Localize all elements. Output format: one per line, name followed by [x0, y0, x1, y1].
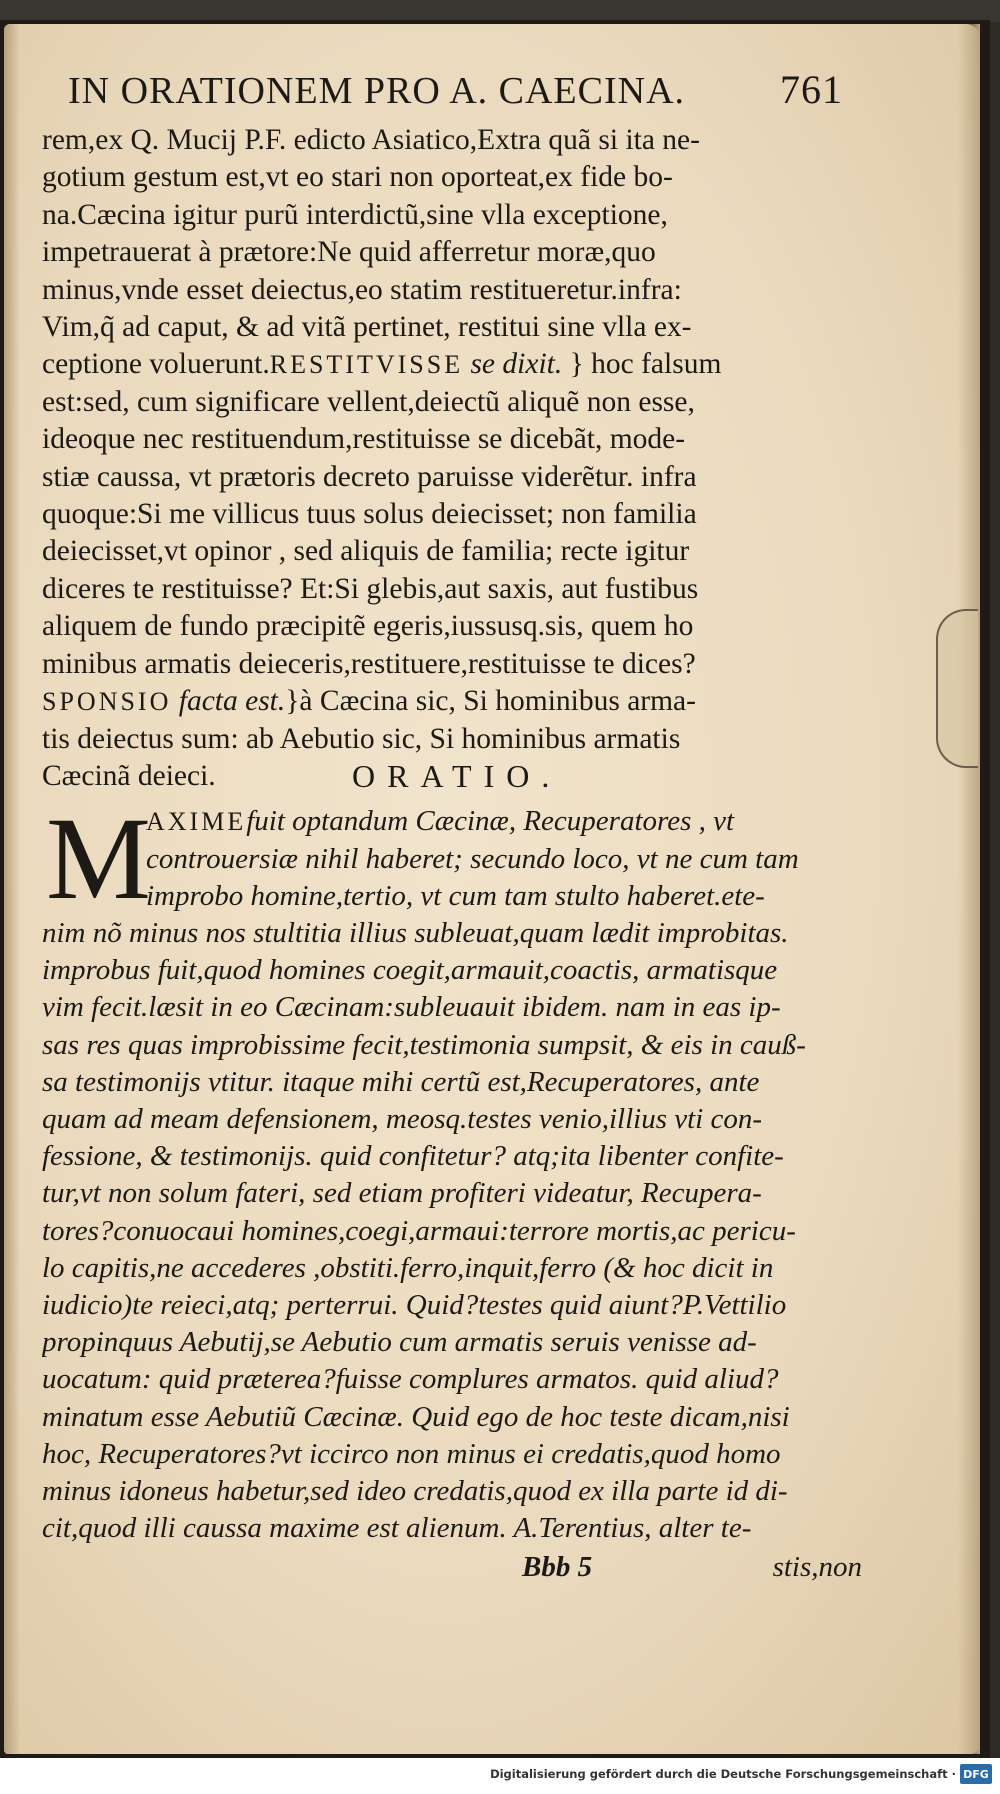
lemma-word: RESTITVISSE	[269, 350, 464, 380]
oration-line-text: vim fecit.læsit in eo Cæcinam:subleuauit ibidem. nam in eas ip-	[42, 991, 781, 1024]
page-fore-edge	[958, 24, 980, 1754]
oration-line	[42, 1138, 852, 1175]
text-line: na.Cæcina igitur purũ interdictũ,sine vlla exceptione,	[42, 198, 668, 231]
oration-line	[42, 1287, 852, 1324]
running-head	[68, 66, 843, 113]
text-span: Cæcinã deieci.	[42, 759, 216, 792]
text-block	[42, 122, 862, 1587]
text-line	[42, 346, 852, 383]
oration-line	[42, 989, 852, 1026]
oration-line-text: sa testimonijs vtitur. itaque mihi certũ est,Recuperatores, ante	[42, 1065, 760, 1098]
lemma-word: SPONSIO	[42, 687, 172, 717]
drop-cap: M	[46, 793, 151, 925]
footer-bar	[0, 1758, 1000, 1794]
text-line: tis deiectus sum: ab Aebutio sic, Si hominibus armatis	[42, 722, 681, 755]
oration-line	[42, 878, 852, 915]
text-span: }à Cæcina sic, Si hominibus arma-	[285, 685, 696, 718]
text-line: diceres te restituisse? Et:Si glebis,aut saxis, aut fustibus	[42, 572, 699, 605]
running-head-title: IN ORATIONEM PRO A. CAECINA.	[68, 70, 686, 112]
oration-line	[42, 803, 852, 840]
text-line	[42, 758, 852, 795]
oration-line	[42, 1101, 852, 1138]
oration-line-text: tores?conuocaui homines,coegi,armaui:terrore mortis,ac pericu-	[42, 1214, 796, 1247]
text-line: est:sed, cum significare vellent,deiectũ aliquẽ non esse,	[42, 385, 695, 418]
oration-line-text: improbus fuit,quod homines coegit,armauit,coactis, armatisque	[42, 954, 778, 987]
commentary-text	[42, 122, 852, 795]
text-span: ceptione voluerunt.	[42, 348, 270, 381]
text-line: ideoque nec restituendum,restituisse se dicebãt, mode-	[42, 423, 686, 456]
oration-line	[42, 1250, 852, 1287]
oration-line	[42, 1436, 852, 1473]
oration-line	[42, 915, 852, 952]
oration-line-text: lo capitis,ne accederes ,obstiti.ferro,inquit,ferro (& hoc dicit in	[42, 1251, 774, 1284]
oration-line	[42, 1213, 852, 1250]
oration-line	[42, 1324, 852, 1361]
oration-text	[42, 793, 862, 1586]
text-line: minibus armatis deieceris,restituere,restituisse te dices?	[42, 647, 696, 680]
dfg-logo: DFG	[960, 1764, 992, 1784]
text-line: gotium gestum est,vt eo stari non oporteat,ex fide bo-	[42, 161, 673, 194]
oration-line	[42, 1064, 852, 1101]
oration-line-text: tur,vt non solum fateri, sed etiam profiteri videatur, Recupera-	[42, 1177, 762, 1210]
text-line: deiecisset,vt opinor , sed aliquis de familia; recte igitur	[42, 535, 690, 568]
catchword: stis,non	[772, 1551, 862, 1584]
oration-line-text: minatum esse Aebutiũ Cæcinæ. Quid ego de hoc teste dicam,nisi	[42, 1400, 790, 1433]
oration-line-text: nim nõ minus nos stultitia illius subleuat,quam lædit improbitas.	[42, 916, 789, 949]
section-title: ORATIO.	[352, 757, 562, 794]
small-caps-span: AXIME	[146, 807, 247, 837]
oration-line	[42, 1027, 852, 1064]
bookmark-clip	[936, 609, 978, 768]
oration-line-text: controuersiæ nihil haberet; secundo loco, vt ne cum tam	[146, 842, 799, 875]
page-number: 761	[780, 67, 843, 112]
oration-line-text: quam ad meam defensionem, meosq.testes venio,illius vti con-	[42, 1102, 763, 1135]
oration-line-text: uocatum: quid præterea?fuisse complures armatos. quid aliud?	[42, 1363, 779, 1396]
oration-line-text: fessione, & testimonijs. quid confitetur? atq;ita libenter confite-	[42, 1140, 784, 1173]
text-line: rem,ex Q. Mucij P.F. edicto Asiatico,Extra quã si ita ne-	[42, 124, 700, 156]
oration-line-text: iudicio)te reieci,atq; perterrui. Quid?testes quid aiunt?P.Vettilio	[42, 1288, 787, 1321]
oration-line-text: cit,quod illi caussa maxime est alienum. A.Terentius, alter te-	[42, 1512, 752, 1545]
text-line: impetrauerat à prætore:Ne quid afferretur moræ,quo	[42, 236, 656, 269]
oration-line	[42, 1361, 852, 1398]
oration-line	[42, 841, 852, 878]
text-line: quoque:Si me villicus tuus solus deiecisset; non familia	[42, 498, 697, 531]
oration-line	[42, 1510, 852, 1547]
oration-line	[42, 952, 852, 989]
lemma-italic: facta est.	[178, 685, 286, 718]
oration-lines	[42, 793, 852, 1547]
text-line: stiæ caussa, vt prætoris decreto paruisse viderẽtur. infra	[42, 460, 697, 493]
page-foot	[42, 1549, 862, 1586]
oration-line	[42, 1399, 852, 1436]
oration-line-text: hoc, Recuperatores?vt iccirco non minus ei credatis,quod homo	[42, 1437, 781, 1470]
oration-line	[42, 1175, 852, 1212]
funding-credit: Digitalisierung gefördert durch die Deutsche Forschungsgemeinschaft ·	[490, 1767, 956, 1781]
text-line: minus,vnde esset deiectus,eo statim restitueretur.infra:	[42, 273, 682, 306]
scan-background	[0, 0, 1000, 22]
signature-mark: Bbb 5	[522, 1551, 593, 1584]
lemma-italic: se dixit.	[470, 348, 563, 381]
oration-line-text: fuit optandum Cæcinæ, Recuperatores , vt	[246, 805, 735, 838]
oration-line-text: improbo homine,tertio, vt cum tam stulto haberet.ete-	[146, 879, 765, 912]
oration-line	[42, 1473, 852, 1510]
oration-line-text: propinquus Aebutij,se Aebutio cum armatis seruis venisse ad-	[42, 1326, 757, 1359]
book-page	[4, 24, 980, 1754]
text-line: Vim,q̃ ad caput, & ad vitã pertinet, restitui sine vlla ex-	[42, 311, 692, 344]
text-span: } hoc falsum	[569, 348, 722, 381]
page-gutter	[4, 24, 20, 1754]
oration-line-text: minus idoneus habetur,sed ideo credatis,quod ex illa parte id di-	[42, 1474, 788, 1507]
text-line	[42, 683, 852, 720]
oration-line-text: sas res quas improbissime fecit,testimonia sumpsit, & eis in cauß-	[42, 1028, 806, 1061]
text-line: aliquem de fundo præcipitẽ egeris,iussusq.sis, quem ho	[42, 610, 694, 643]
